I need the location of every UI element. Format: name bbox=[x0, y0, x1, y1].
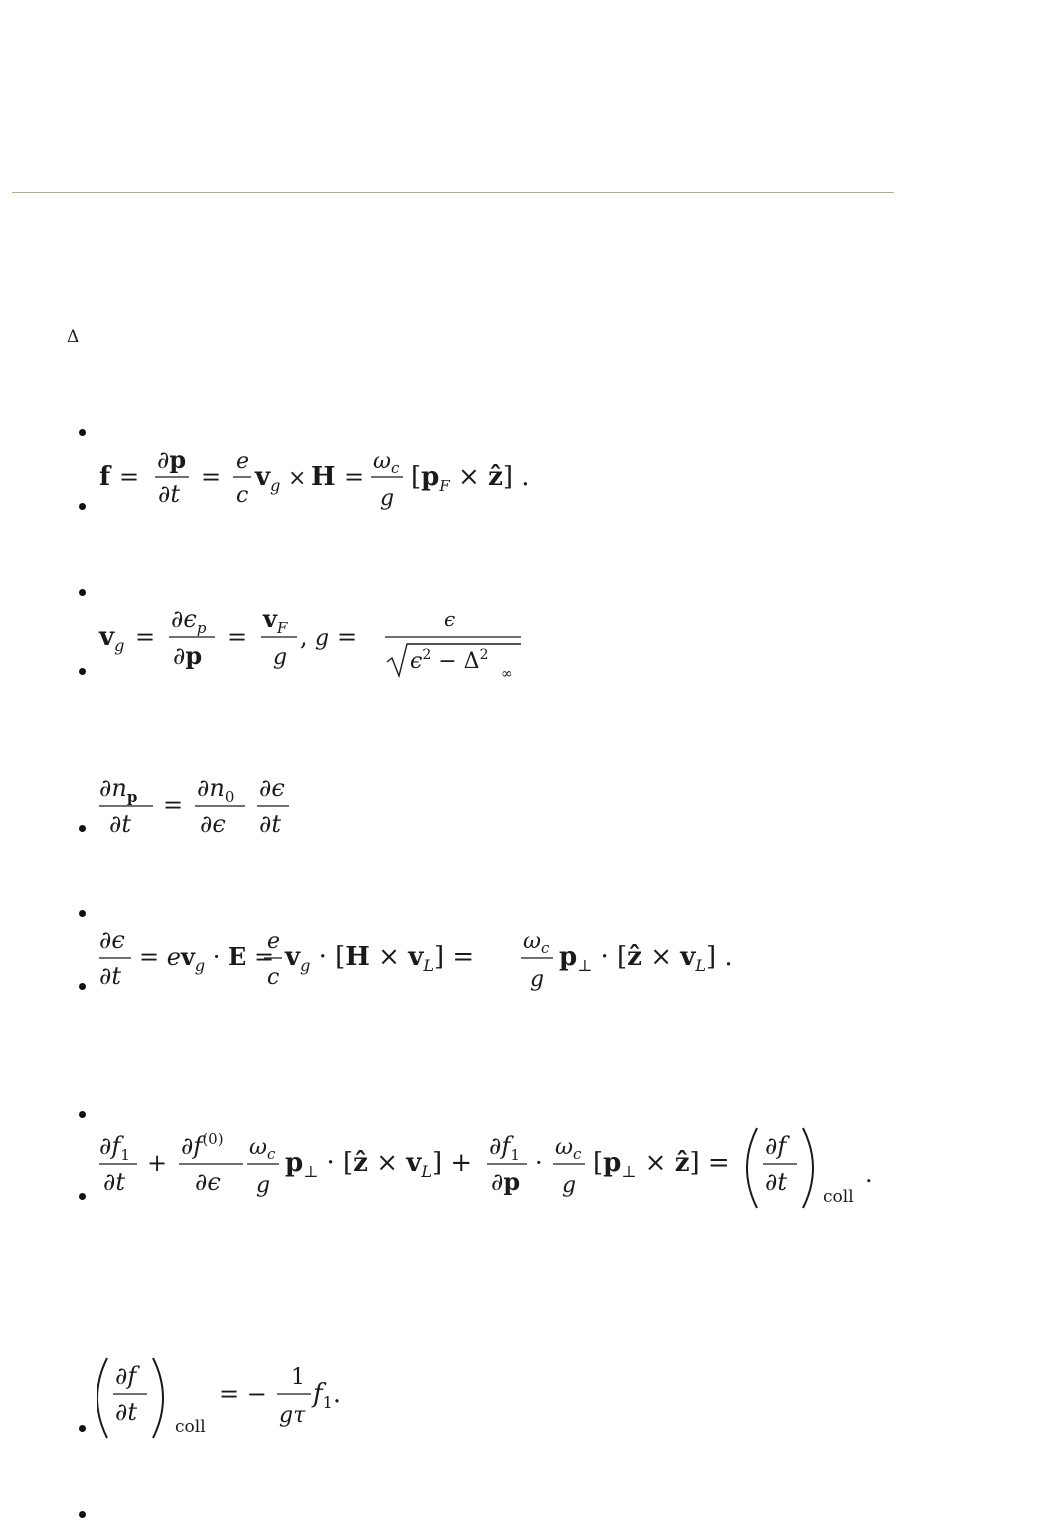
list-bullet bbox=[79, 910, 86, 917]
svg-text:∂t: ∂t bbox=[109, 810, 132, 838]
coll-label: coll bbox=[823, 1187, 854, 1207]
svg-text:=: = bbox=[201, 463, 222, 491]
svg-text:g: g bbox=[315, 626, 330, 651]
horizontal-rule bbox=[12, 192, 894, 193]
svg-text:∂t: ∂t bbox=[259, 810, 282, 838]
svg-text:e: e bbox=[236, 449, 250, 474]
svg-text:∂n0: $\partial n_0$ bbox=[197, 774, 235, 806]
delta-symbol: Δ bbox=[67, 327, 80, 347]
svg-text:g: g bbox=[256, 1173, 271, 1198]
svg-text:ϵ: ϵ bbox=[444, 607, 456, 631]
svg-text:[p⊥ × ẑ] =: [$p_\perp$ × ẑ] = bbox=[593, 1148, 730, 1181]
svg-text:∂f(0): $\partial f^{(0)}$ bbox=[181, 1130, 224, 1160]
svg-text:∂ϵ: ∂ϵ bbox=[99, 926, 125, 954]
svg-text:g: g bbox=[380, 486, 395, 511]
svg-text:=: = bbox=[227, 623, 248, 651]
svg-text:∂t: ∂t bbox=[765, 1168, 788, 1196]
svg-text:p⊥ · [ẑ × vL] .: $p_\perp$ · [ẑ × $v_L$] . bbox=[559, 942, 733, 975]
svg-text:= −: = − bbox=[219, 1380, 267, 1408]
equation-energy-derivative bbox=[97, 920, 747, 1000]
svg-text:∂ϵ: ∂ϵ bbox=[259, 774, 285, 802]
svg-text:∂p: ∂p bbox=[173, 641, 203, 670]
list-bullet bbox=[79, 503, 86, 510]
list-bullet bbox=[79, 429, 86, 436]
svg-text:∂ϵ: ∂ϵ bbox=[195, 1168, 221, 1196]
svg-text:p⊥ · [ẑ × vL] +: $p_\perp$ · [ẑ × $v_L$] + bbox=[285, 1148, 473, 1181]
svg-text:=: = bbox=[337, 623, 358, 651]
list-bullet bbox=[79, 1511, 86, 1518]
svg-text:f: f bbox=[99, 462, 111, 492]
svg-text:∂np: $\partial n_p$ bbox=[99, 774, 138, 806]
svg-text:ωc: $\omega_c$ bbox=[523, 929, 550, 957]
equation-group-velocity bbox=[97, 600, 537, 688]
svg-text:gτ: gτ bbox=[279, 1403, 306, 1428]
svg-text:=: = bbox=[163, 791, 184, 819]
svg-text:.: . bbox=[865, 1160, 873, 1188]
svg-text:vg · [H × vL] =: $v_g \cdot [H \times v_L]$ = bbox=[285, 942, 475, 975]
svg-text:c: c bbox=[267, 965, 280, 990]
svg-text:ϵ2 − Δ2: $\epsilon^2 - \Delta^2$ bbox=[410, 647, 489, 674]
svg-text:ωc: $\omega_c$ bbox=[555, 1135, 582, 1163]
svg-text:vg: $v_g$ bbox=[99, 622, 125, 655]
coll-label: coll bbox=[175, 1417, 206, 1437]
svg-text:g: g bbox=[273, 645, 288, 670]
svg-text:f1.: $f_1$. bbox=[313, 1379, 342, 1412]
svg-text:1: 1 bbox=[291, 1365, 305, 1390]
svg-text:∂ϵ: ∂ϵ bbox=[200, 810, 226, 838]
svg-text:c: c bbox=[236, 483, 249, 508]
list-bullet bbox=[79, 668, 86, 675]
svg-text:∂f1: $\partial f_1$ bbox=[489, 1132, 520, 1164]
svg-text:∂ϵp: $\partial\epsilon_p$ bbox=[171, 605, 207, 637]
svg-text:∞: ∞ bbox=[501, 666, 513, 682]
svg-text:H: H bbox=[311, 462, 336, 492]
list-bullet bbox=[79, 1111, 86, 1118]
svg-text:∂t: ∂t bbox=[115, 1398, 138, 1426]
svg-text:=: = bbox=[344, 463, 365, 491]
list-bullet bbox=[79, 983, 86, 990]
svg-text:= evg · E =: = $ev_g \cdot E$ = bbox=[139, 942, 275, 975]
svg-text:∂p: ∂p bbox=[491, 1167, 521, 1196]
svg-text:vF: $v_F$ bbox=[263, 604, 288, 637]
svg-text:=: = bbox=[135, 623, 156, 651]
svg-text:∂p: ∂p bbox=[157, 445, 187, 474]
list-bullet bbox=[79, 1425, 86, 1432]
svg-text:ωc: $\omega_c$ bbox=[249, 1135, 276, 1163]
svg-text:ωc: $\omega_c$ bbox=[373, 449, 400, 477]
svg-text:=: = bbox=[119, 463, 140, 491]
equation-collision-term bbox=[97, 1352, 377, 1444]
svg-text:e: e bbox=[267, 929, 281, 954]
svg-text:+: + bbox=[147, 1149, 168, 1177]
list-bullet bbox=[79, 825, 86, 832]
svg-text:·: · bbox=[535, 1149, 543, 1177]
svg-text:∂f1: $\partial f_1$ bbox=[99, 1132, 130, 1164]
svg-text:×: × bbox=[288, 466, 307, 491]
equation-distribution-derivative bbox=[97, 768, 317, 848]
svg-text:g: g bbox=[562, 1173, 577, 1198]
list-bullet bbox=[79, 1193, 86, 1200]
svg-text:∂f: ∂f bbox=[115, 1362, 137, 1390]
svg-text:∂t: ∂t bbox=[99, 962, 122, 990]
svg-text:g: g bbox=[530, 967, 545, 992]
svg-text:[pF × ẑ] .: [$p_F$ × ẑ] . bbox=[411, 462, 530, 495]
svg-text:vg: $v_g$ bbox=[255, 462, 281, 495]
list-bullet bbox=[79, 589, 86, 596]
svg-text:∂f: ∂f bbox=[765, 1132, 787, 1160]
svg-text:,: , bbox=[300, 623, 308, 651]
equation-force bbox=[97, 440, 557, 520]
equation-kinetic bbox=[97, 1122, 887, 1214]
svg-text:∂t: ∂t bbox=[103, 1168, 126, 1196]
svg-text:∂t: ∂t bbox=[158, 480, 181, 508]
